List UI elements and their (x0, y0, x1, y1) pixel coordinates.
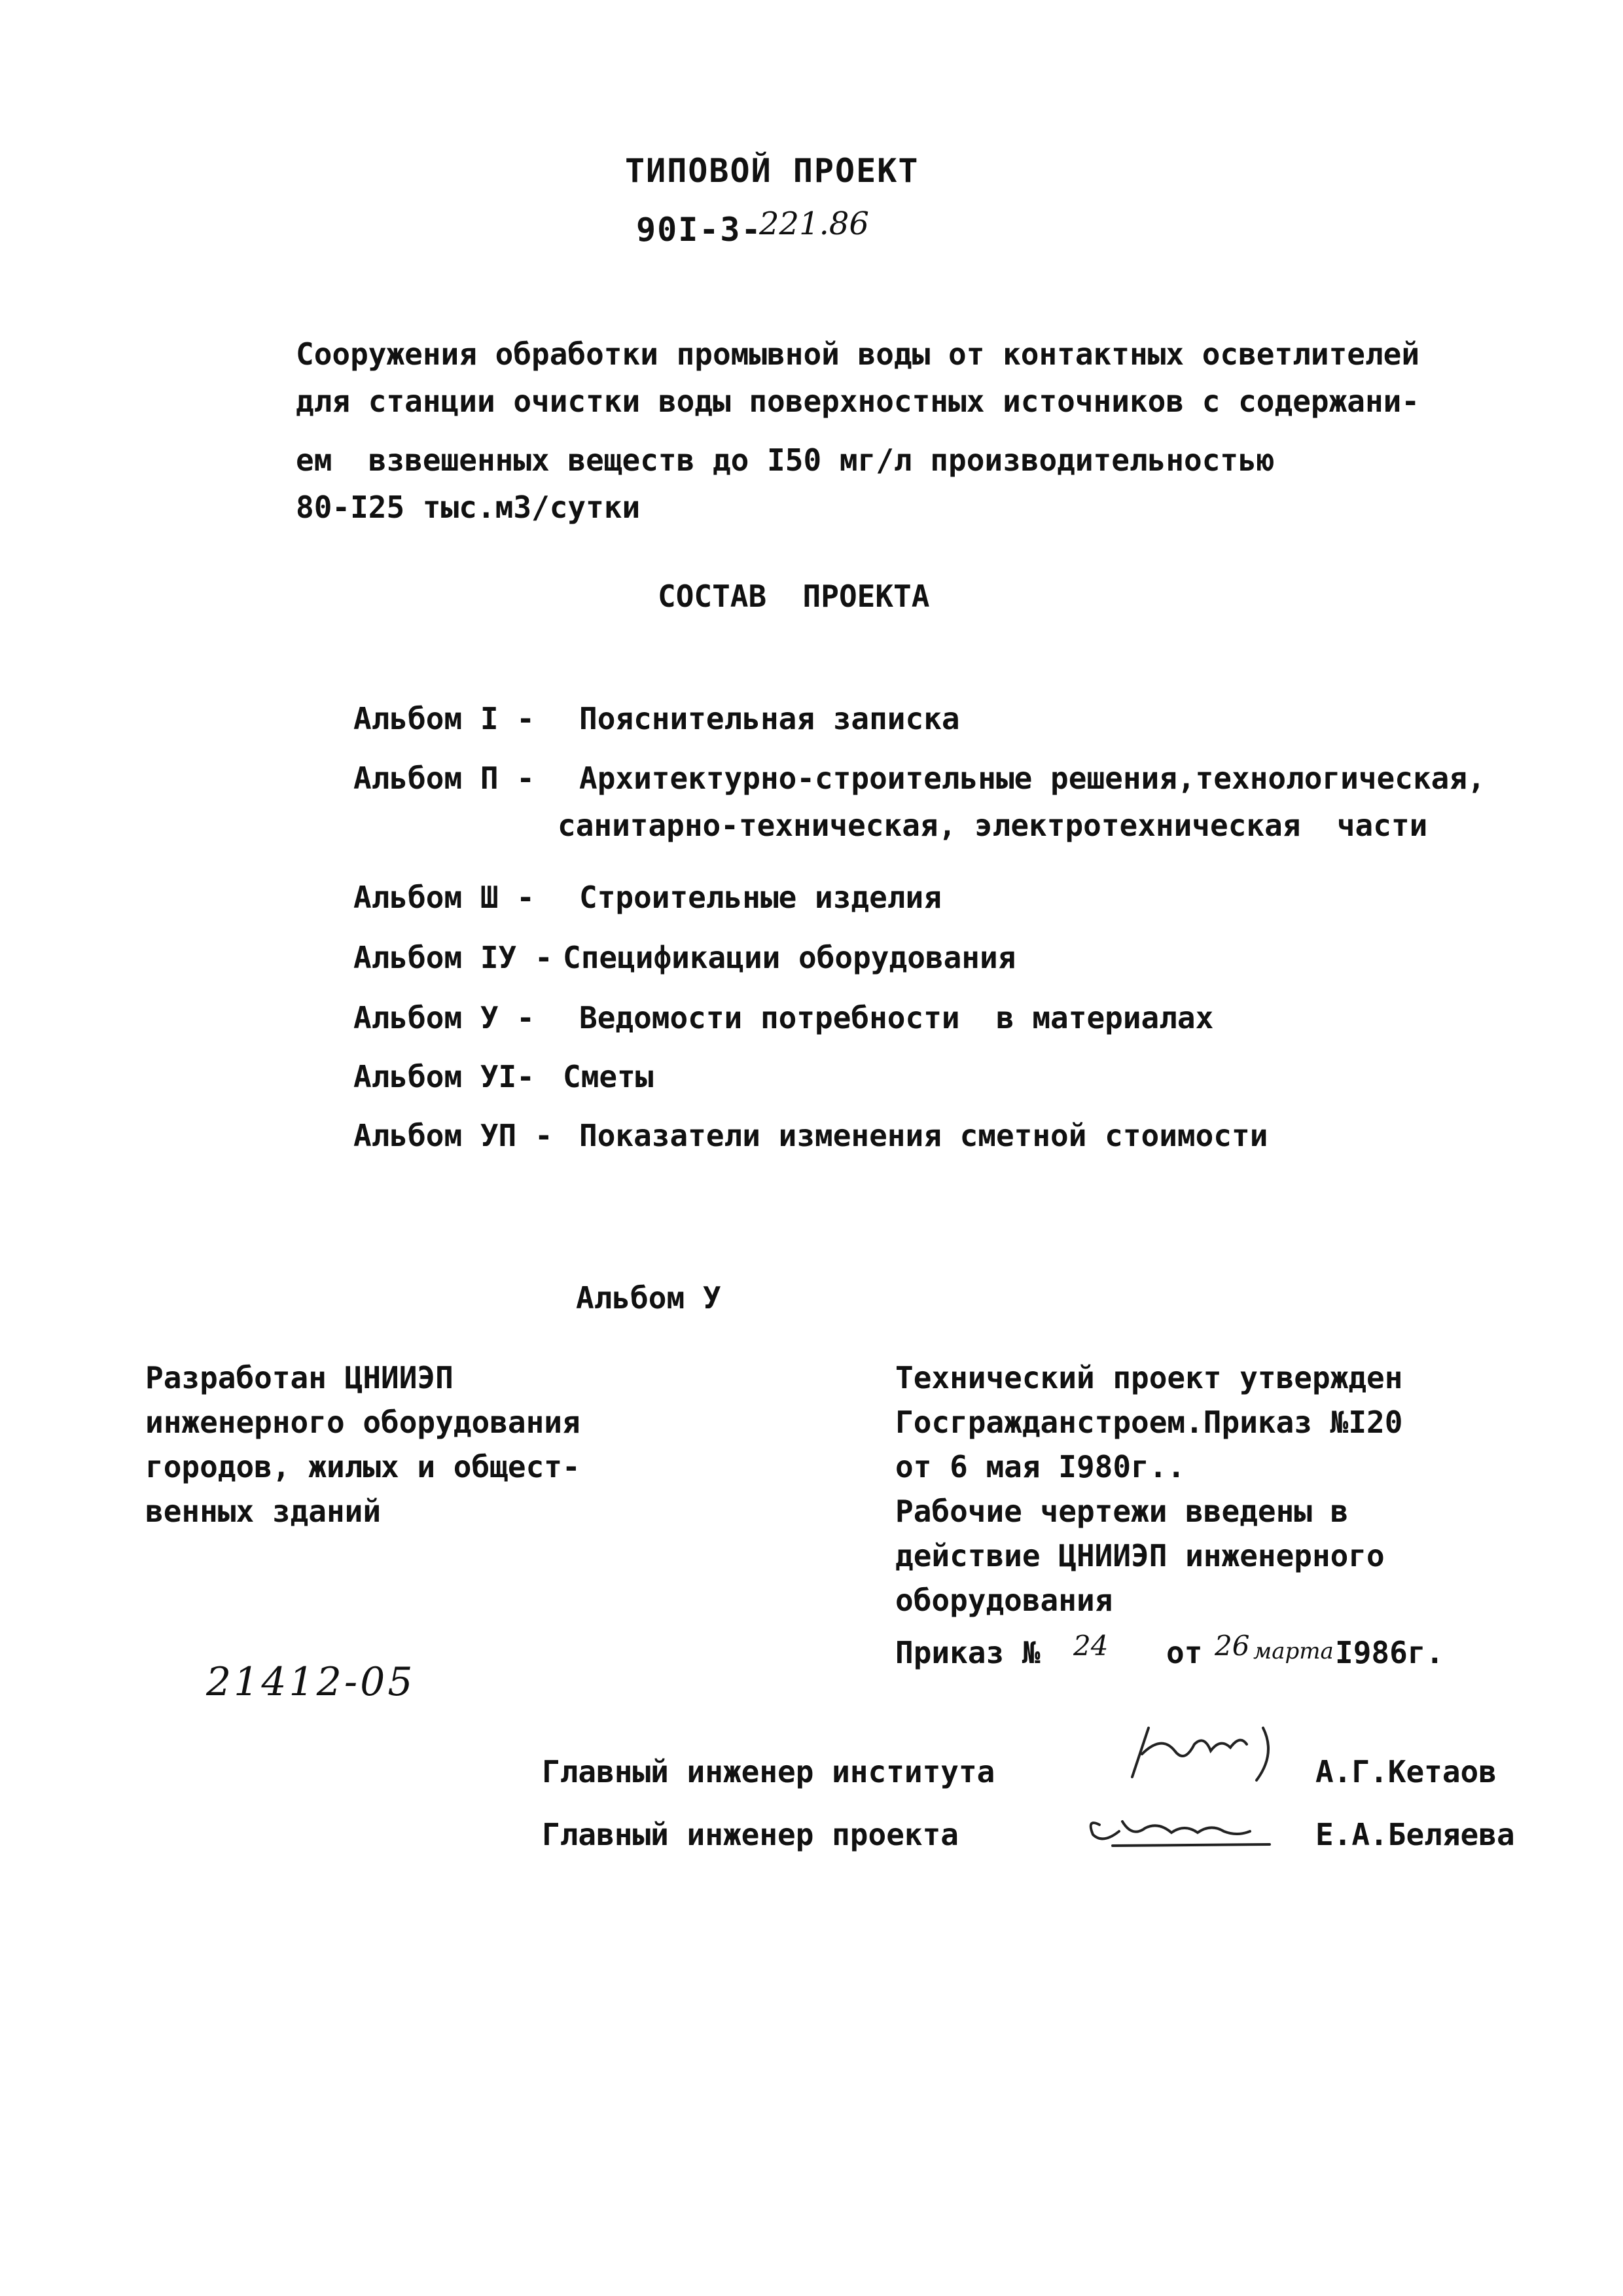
approval-line: Госгражданстроем.Приказ №I20 (895, 1405, 1403, 1440)
album-label: Альбом Ш - (353, 880, 553, 915)
approval-line: действие ЦНИИЭП инженерного (895, 1538, 1385, 1573)
album-label: Альбом УП - (353, 1118, 571, 1153)
album-title: Архитектурно-строительные решения,технологическая, (579, 761, 1486, 796)
album-label: Альбом У - (353, 1000, 553, 1035)
approval-line: оборудования (895, 1583, 1113, 1618)
description-line: 80-I25 тыс.м3/сутки (296, 490, 641, 525)
album-title: Показатели изменения сметной стоимости (579, 1118, 1268, 1153)
signature-role: Главный инженер института (542, 1754, 995, 1789)
developer-line: городов, жилых и общест- (145, 1449, 580, 1484)
album-title: Ведомости потребности в материалах (579, 1000, 1214, 1035)
signature-scribble (1113, 1715, 1309, 1793)
approval-line: Технический проект утвержден (895, 1360, 1403, 1395)
signature-scribble (1073, 1792, 1283, 1857)
description-line: ем взвешенных веществ до I50 мг/л производительностью (296, 442, 1275, 478)
current-album: Альбом У (576, 1280, 721, 1316)
description-line: Сооружения обработки промывной воды от контактных осветлителей (296, 336, 1420, 372)
composition-heading: СОСТАВ ПРОЕКТА (658, 579, 930, 614)
developer-line: Разработан ЦНИИЭП (145, 1360, 454, 1395)
developer-line: инженерного оборудования (145, 1405, 580, 1440)
album-label: Альбом УI- (353, 1059, 553, 1094)
album-title-continued: санитарно-техническая, электротехническая части (558, 808, 1428, 843)
inventory-number: 21412-05 (206, 1659, 416, 1705)
approval-line: от 6 мая I980г.. (895, 1449, 1186, 1484)
order-number: 24 (1073, 1630, 1109, 1662)
album-label: Альбом I - (353, 701, 553, 736)
signature-name: Е.А.Беляева (1315, 1817, 1515, 1852)
album-title: Строительные изделия (579, 880, 942, 915)
order-year: I986г. (1335, 1635, 1444, 1670)
order-month: марта (1253, 1638, 1334, 1664)
project-number-printed: 90I-3- (636, 211, 762, 249)
order-from: от (1166, 1635, 1203, 1670)
signature-role: Главный инженер проекта (542, 1817, 959, 1852)
document-title: ТИПОВОЙ ПРОЕКТ (625, 152, 919, 190)
developer-line: венных зданий (145, 1494, 382, 1529)
project-number-handwritten: 221.86 (759, 206, 869, 242)
album-label: Альбом IУ - (353, 940, 553, 975)
album-title: Пояснительная записка (579, 701, 960, 736)
album-label: Альбом П - (353, 761, 553, 796)
description-line: для станции очистки воды поверхностных источников с содержани- (296, 384, 1420, 419)
order-day: 26 (1215, 1630, 1250, 1662)
album-title: Спецификации оборудования (563, 940, 1016, 975)
signature-name: А.Г.Кетаов (1315, 1754, 1497, 1789)
order-label: Приказ № (895, 1635, 1041, 1670)
approval-line: Рабочие чертежи введены в (895, 1494, 1349, 1529)
album-title: Сметы (563, 1059, 654, 1094)
